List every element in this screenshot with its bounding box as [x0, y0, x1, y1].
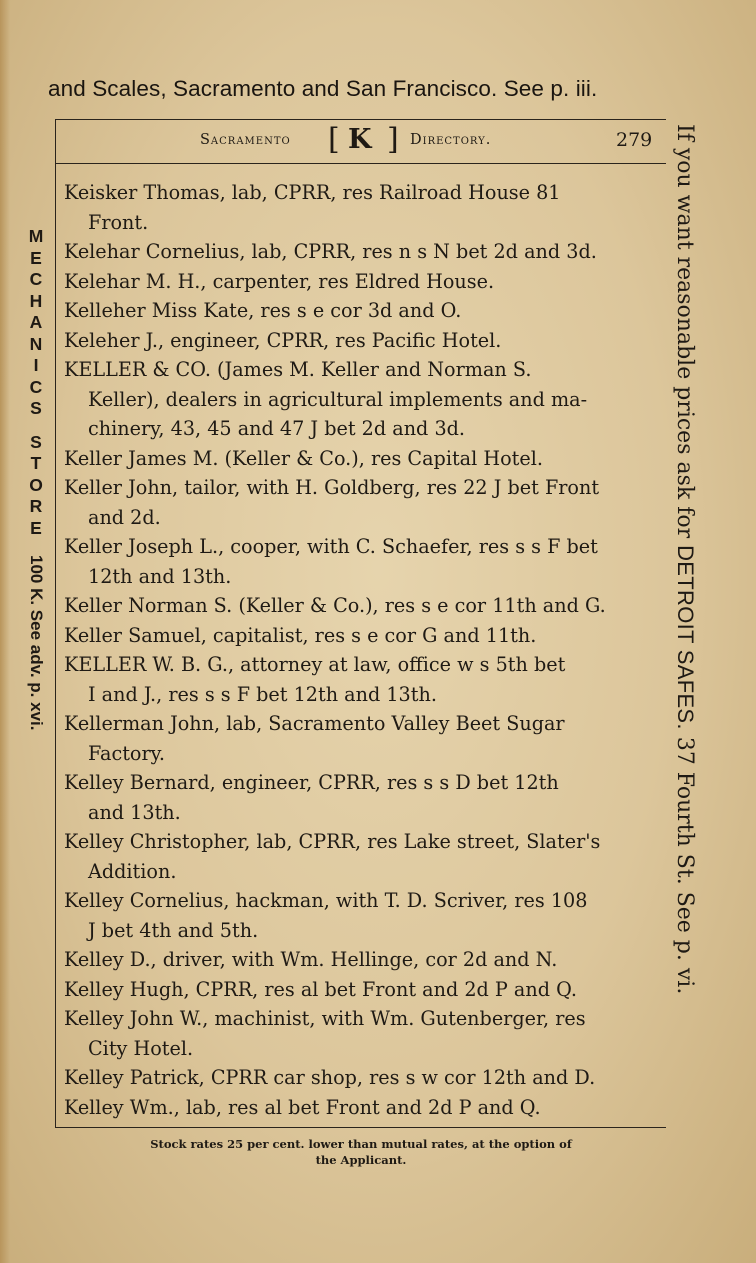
entry-line: Kelley Cornelius, hackman, with T. D. Scriver, res 108 [64, 889, 588, 912]
left-ad-letter: O [29, 474, 43, 495]
left-ad-letter: I [33, 355, 39, 375]
entry-line: Keller John, tailor, with H. Goldberg, res 22 J bet Front [64, 476, 600, 499]
entry-line: Kelley Hugh, CPRR, res al bet Front and 2d P and Q. [64, 977, 577, 1001]
left-ad-letter: A [29, 312, 43, 332]
entry-continuation-line: Front. [88, 210, 149, 234]
left-ad-letter: H [29, 290, 43, 311]
entry-continuation-line: and 13th. [88, 800, 181, 824]
entry-continuation-line: I and J., res s s F bet 12th and 13th. [88, 682, 437, 706]
entry-line: Kelley Christopher, lab, CPRR, res Lake street, Slater's [64, 830, 601, 853]
entry-line: Keleher J., engineer, CPRR, res Pacific Hotel. [64, 328, 502, 352]
entry-line: Kelehar Cornelius, lab, CPRR, res n s N bet 2d and 3d. [64, 240, 597, 263]
running-head-rule [55, 163, 666, 164]
left-ad-rotated-wrapper [21, 553, 51, 813]
entry-line: Keller James M. (Keller & Co.), res Capital Hotel. [64, 446, 543, 470]
left-ad-letter: N [29, 333, 43, 354]
entry-line: KELLER W. B. G., attorney at law, office w s 5th bet [64, 653, 566, 676]
left-ad-rotated-text: 100 K. See adv. p. xvi. [27, 555, 46, 731]
left-ad-letter: C [29, 269, 43, 289]
left-ad-word-store [21, 432, 51, 540]
footer-line-2: the Applicant. [315, 1153, 407, 1167]
frame-bottom-rule [55, 1127, 666, 1128]
entry-line: Kelley John W., machinist, with Wm. Gutenberger, res [64, 1007, 586, 1030]
entry-continuation-line: J bet 4th and 5th. [88, 918, 259, 942]
left-ad-letter: E [30, 247, 42, 268]
entry-line: Kelleher Miss Kate, res s e cor 3d and O. [64, 299, 462, 322]
right-ad-text [665, 124, 705, 1124]
left-margin-advertisement [21, 226, 51, 1006]
entry-continuation-line: 12th and 13th. [88, 564, 232, 588]
running-head-bracket-open: [ [328, 122, 340, 157]
running-head-bracket-close: ] [387, 122, 399, 157]
entry-line: Kelley Wm., lab, res al bet Front and 2d P and Q. [64, 1095, 541, 1119]
left-ad-letter: E [30, 517, 42, 538]
entry-continuation-line: Keller), dealers in agricultural implements and ma- [88, 387, 588, 411]
entry-line: Keller Samuel, capitalist, res s e cor G and 11th. [64, 623, 537, 647]
top-advertisement-banner: and Scales, Sacramento and San Francisco. See p. iii. [48, 76, 598, 101]
left-ad-letter: C [29, 376, 43, 397]
entry-continuation-line: Factory. [88, 741, 166, 765]
entry-line: Kelley Bernard, engineer, CPRR, res s s D bet 12th [64, 771, 559, 794]
directory-entries [64, 178, 658, 1122]
page-gutter-shadow [0, 0, 10, 1263]
left-ad-letter: S [30, 431, 42, 452]
running-head-letter: K [348, 124, 372, 155]
entry-line: Keisker Thomas, lab, CPRR, res Railroad House 81 [64, 181, 561, 204]
right-margin-advertisement [672, 124, 725, 1124]
right-ad-part1: If you want reasonable prices ask for [672, 124, 697, 546]
entry-continuation-line: Addition. [88, 859, 177, 883]
entry-line: Kellerman John, lab, Sacramento Valley Beet Sugar [64, 712, 565, 735]
entry-line: Keller Norman S. (Keller & Co.), res s e cor 11th and G. [64, 594, 606, 617]
left-ad-letter: M [28, 226, 44, 246]
right-ad-brand: DETROIT SAFES. [673, 545, 698, 730]
frame-left-rule [55, 119, 56, 1128]
left-ad-letter: R [29, 496, 43, 516]
entry-line: KELLER & CO. (James M. Keller and Norman S. [64, 358, 532, 381]
right-ad-part3: 37 Fourth St. See p. vi. [672, 729, 697, 995]
page-number: 279 [616, 129, 653, 151]
running-head [200, 124, 660, 160]
footer-note [56, 1136, 666, 1168]
entry-continuation-line: City Hotel. [88, 1036, 194, 1060]
running-head-city: Sacramento [200, 132, 291, 148]
entry-line: Kelley D., driver, with Wm. Hellinge, cor 2d and N. [64, 948, 558, 971]
left-ad-word-mechanics [21, 226, 51, 420]
entry-line: Kelehar M. H., carpenter, res Eldred House. [64, 269, 495, 293]
entry-continuation-line: and 2d. [88, 505, 161, 529]
footer-line-1: Stock rates 25 per cent. lower than mutual rates, at the option of [150, 1137, 572, 1151]
entry-continuation-line: chinery, 43, 45 and 47 J bet 2d and 3d. [88, 417, 466, 440]
frame-top-rule [55, 119, 666, 120]
entry-line: Keller Joseph L., cooper, with C. Schaefer, res s s F bet [64, 535, 598, 558]
entry-line: Kelley Patrick, CPRR car shop, res s w cor 12th and D. [64, 1066, 596, 1089]
left-ad-letter: S [30, 398, 42, 418]
running-head-title: Directory. [410, 132, 492, 148]
left-ad-letter: T [30, 453, 42, 473]
